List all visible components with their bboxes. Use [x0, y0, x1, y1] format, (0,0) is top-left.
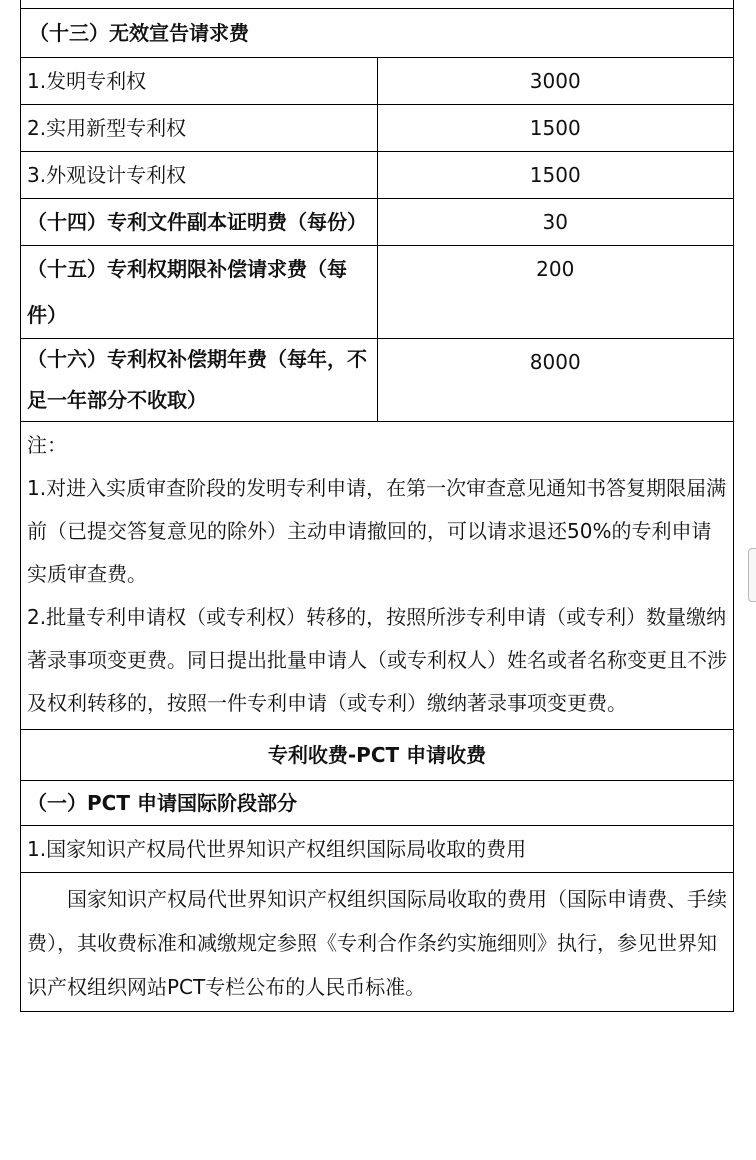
previous-page-edge — [0, 0, 756, 8]
table-row — [21, 105, 734, 152]
table-row — [21, 152, 734, 199]
note-2: 2.批量专利申请权（或专利权）转移的，按照所涉专利申请（或专利）数量缴纳著录事项变更费。同日提出批量申请人（或专利权人）姓名或者名称变更且不涉及权利转移的，按照一件专利申请（或专利）缴纳著录事项变更费。 — [27, 605, 727, 715]
pct-item-1-text-cell — [21, 873, 734, 1012]
notes-heading: 注： — [27, 433, 67, 457]
pct-item-1: 1.国家知识产权局代世界知识产权组织国际局收取的费用 — [21, 826, 734, 873]
fee-item-value: 1500 — [377, 105, 734, 152]
table-row — [21, 781, 734, 826]
table-row — [21, 826, 734, 873]
table-row — [21, 199, 734, 246]
pct-section-title: 专利收费-PCT 申请收费 — [21, 730, 734, 781]
table-row — [21, 58, 734, 105]
section-14-label: （十四）专利文件副本证明费（每份） — [21, 199, 378, 246]
fee-item-value: 1500 — [377, 152, 734, 199]
section-16-value: 8000 — [529, 350, 581, 374]
scroll-handle[interactable] — [748, 548, 756, 602]
table-border-stub — [20, 0, 21, 8]
table-row — [21, 873, 734, 1012]
fee-item-value: 3000 — [377, 58, 734, 105]
note-1: 1.对进入实质审查阶段的发明专利申请，在第一次审查意见通知书答复期限届满前（已提交答复意见的除外）主动申请撤回的，可以请求退还50%的专利申请实质审查费。 — [27, 476, 727, 586]
section-14-value: 30 — [377, 199, 734, 246]
section-15-label: （十五）专利权期限补偿请求费（每件） — [21, 246, 378, 339]
section-15-value: 200 — [377, 246, 734, 339]
notes-cell — [21, 422, 734, 730]
fee-table — [20, 8, 734, 1012]
table-row — [21, 339, 734, 422]
fee-item-label: 2.实用新型专利权 — [21, 105, 378, 152]
table-border-stub — [733, 0, 734, 8]
section-13-title: （十三）无效宣告请求费 — [21, 9, 734, 58]
section-16-label: （十六）专利权补偿期年费（每年，不足一年部分不收取） — [21, 339, 378, 422]
pct-part-1-title: （一）PCT 申请国际阶段部分 — [21, 781, 734, 826]
fee-item-label: 1.发明专利权 — [21, 58, 378, 105]
table-row — [21, 730, 734, 781]
fee-document — [20, 8, 734, 1012]
pct-item-1-text: 国家知识产权局代世界知识产权组织国际局收取的费用（国际申请费、手续费），其收费标准和减缴规定参照《专利合作条约实施细则》执行，参见世界知识产权组织网站PCT专栏公布的人民币标准。 — [27, 887, 727, 999]
table-row — [21, 9, 734, 58]
table-row — [21, 246, 734, 339]
table-row — [21, 422, 734, 730]
fee-item-label: 3.外观设计专利权 — [21, 152, 378, 199]
